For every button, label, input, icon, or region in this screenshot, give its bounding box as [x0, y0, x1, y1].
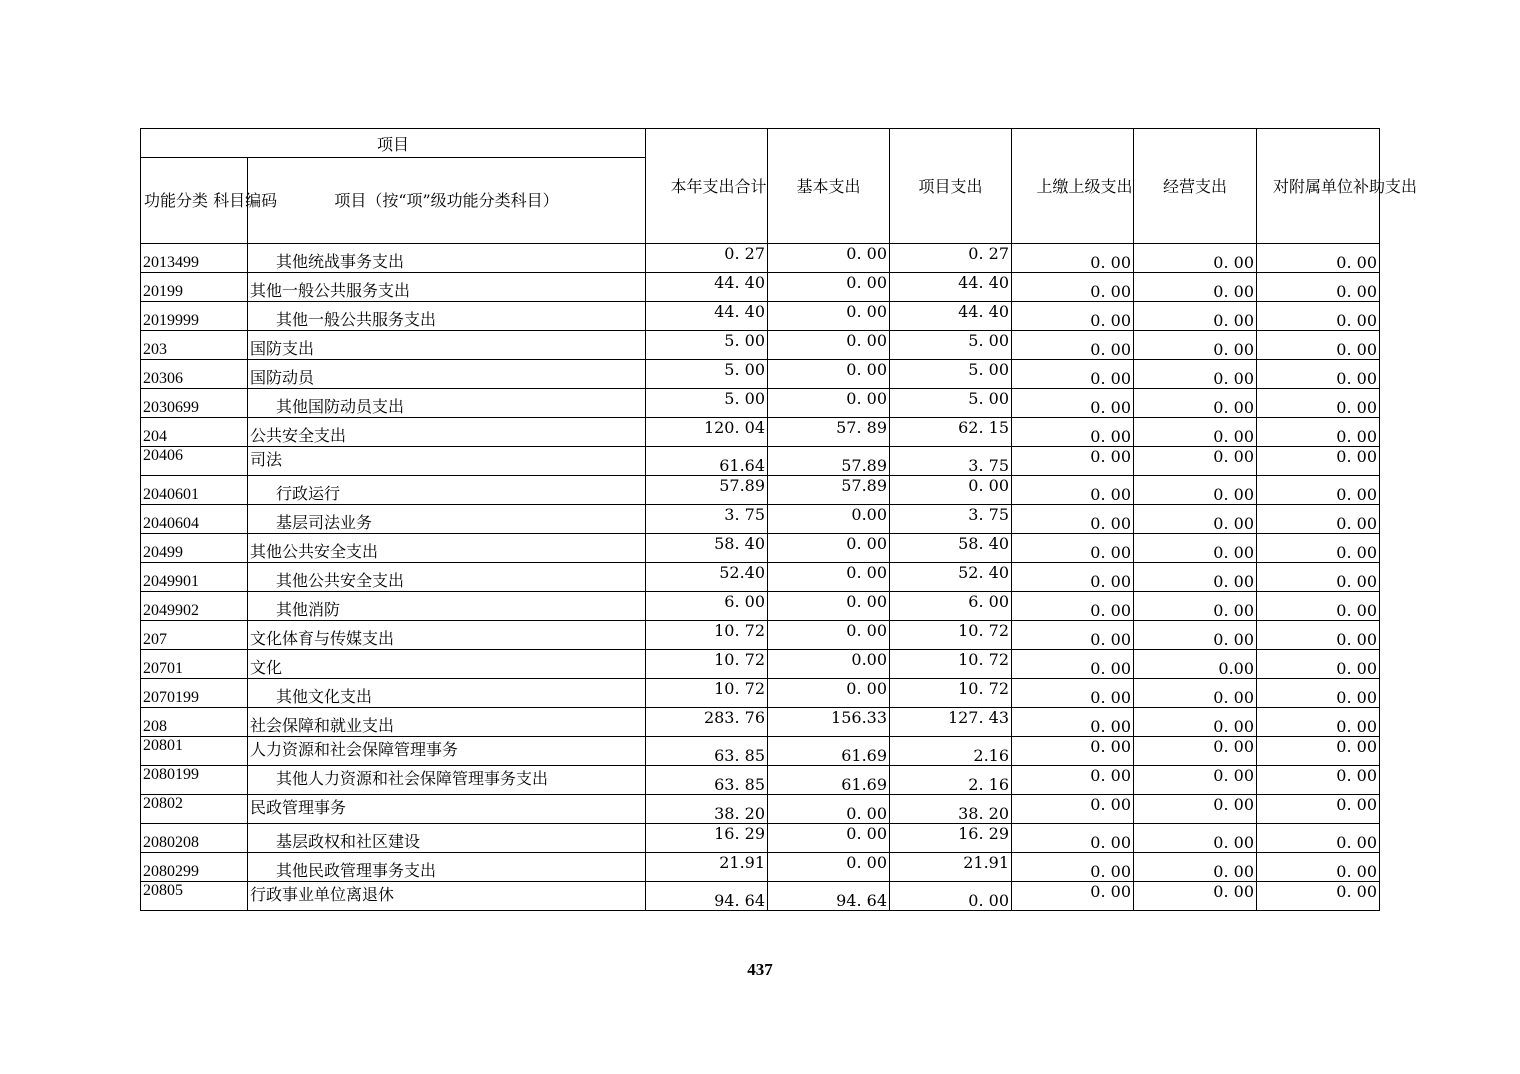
- cell-project: 0. 00: [890, 882, 1012, 911]
- cell-project: 10. 72: [890, 679, 1012, 708]
- table-row: [141, 244, 1380, 273]
- cell-subsidy: 0. 00: [1257, 650, 1380, 679]
- row-name: 其他民政管理事务支出: [248, 853, 646, 882]
- cell-total: 58. 40: [646, 534, 768, 563]
- row-code: 2049902: [141, 592, 248, 621]
- cell-total: 38. 20: [646, 795, 768, 824]
- cell-project: 3. 75: [890, 447, 1012, 476]
- header-basic: 基本支出: [768, 129, 890, 244]
- table-row: [141, 621, 1380, 650]
- cell-upper: 0. 00: [1012, 679, 1134, 708]
- row-code: 208: [141, 708, 248, 737]
- cell-basic: 0. 00: [768, 592, 890, 621]
- cell-project: 0. 00: [890, 476, 1012, 505]
- cell-upper: 0. 00: [1012, 331, 1134, 360]
- cell-basic: 0. 00: [768, 244, 890, 273]
- header-total-label: 本年支出合计: [670, 176, 767, 196]
- table-row: [141, 389, 1380, 418]
- cell-basic: 0. 00: [768, 360, 890, 389]
- cell-project: 44. 40: [890, 302, 1012, 331]
- cell-subsidy: 0. 00: [1257, 360, 1380, 389]
- cell-upper: 0. 00: [1012, 621, 1134, 650]
- row-code: 20406: [141, 447, 248, 476]
- cell-subsidy: 0. 00: [1257, 331, 1380, 360]
- table-row: [141, 505, 1380, 534]
- cell-upper: 0. 00: [1012, 360, 1134, 389]
- page-number: 437: [747, 960, 773, 979]
- cell-upper: 0. 00: [1012, 563, 1134, 592]
- row-name: 文化: [248, 650, 646, 679]
- cell-total: 10. 72: [646, 621, 768, 650]
- cell-subsidy: 0. 00: [1257, 737, 1380, 766]
- table-row: [141, 360, 1380, 389]
- row-code: 2019999: [141, 302, 248, 331]
- table-body: [141, 244, 1380, 911]
- cell-total: 10. 72: [646, 679, 768, 708]
- table-row: [141, 650, 1380, 679]
- cell-total: 10. 72: [646, 650, 768, 679]
- row-code: 20805: [141, 882, 248, 911]
- cell-operating: 0. 00: [1134, 824, 1257, 853]
- cell-project: 127. 43: [890, 708, 1012, 737]
- row-name: 人力资源和社会保障管理事务: [248, 737, 646, 766]
- cell-subsidy: 0. 00: [1257, 563, 1380, 592]
- cell-total: 52.40: [646, 563, 768, 592]
- cell-basic: 57.89: [768, 476, 890, 505]
- cell-total: 61.64: [646, 447, 768, 476]
- cell-basic: 0. 00: [768, 273, 890, 302]
- row-code: 204: [141, 418, 248, 447]
- header-project: 项目支出: [890, 129, 1012, 244]
- cell-basic: 0. 00: [768, 389, 890, 418]
- cell-subsidy: 0. 00: [1257, 244, 1380, 273]
- cell-upper: 0. 00: [1012, 795, 1134, 824]
- row-name: 社会保障和就业支出: [248, 708, 646, 737]
- cell-basic: 0. 00: [768, 795, 890, 824]
- cell-basic: 61.69: [768, 737, 890, 766]
- row-name: 国防支出: [248, 331, 646, 360]
- cell-project: 58. 40: [890, 534, 1012, 563]
- cell-operating: 0.00: [1134, 650, 1257, 679]
- cell-subsidy: 0. 00: [1257, 621, 1380, 650]
- cell-project: 21.91: [890, 853, 1012, 882]
- cell-project: 0. 27: [890, 244, 1012, 273]
- table-row: [141, 766, 1380, 795]
- row-name: 其他公共安全支出: [248, 534, 646, 563]
- cell-operating: 0. 00: [1134, 708, 1257, 737]
- table-row: [141, 302, 1380, 331]
- expenditure-table: [140, 128, 1418, 911]
- cell-total: 5. 00: [646, 360, 768, 389]
- row-code: 20499: [141, 534, 248, 563]
- row-code: 2049901: [141, 563, 248, 592]
- cell-upper: 0. 00: [1012, 302, 1134, 331]
- cell-total: 21.91: [646, 853, 768, 882]
- row-name: 国防动员: [248, 360, 646, 389]
- cell-subsidy: 0. 00: [1257, 795, 1380, 824]
- table-row: [141, 592, 1380, 621]
- header-group-item: 项目: [141, 129, 646, 158]
- cell-upper: 0. 00: [1012, 476, 1134, 505]
- cell-upper: 0. 00: [1012, 447, 1134, 476]
- cell-operating: 0. 00: [1134, 244, 1257, 273]
- cell-operating: 0. 00: [1134, 563, 1257, 592]
- cell-total: 0. 27: [646, 244, 768, 273]
- cell-basic: 0. 00: [768, 824, 890, 853]
- cell-operating: 0. 00: [1134, 853, 1257, 882]
- row-name: 其他一般公共服务支出: [248, 273, 646, 302]
- cell-total: 94. 64: [646, 882, 768, 911]
- cell-subsidy: 0. 00: [1257, 447, 1380, 476]
- header-subsidy-label: 对附属单位补助支出: [1273, 176, 1418, 196]
- header-name: 项目（按“项”级功能分类科目）: [248, 158, 646, 244]
- cell-basic: 0. 00: [768, 302, 890, 331]
- cell-operating: 0. 00: [1134, 534, 1257, 563]
- cell-subsidy: 0. 00: [1257, 679, 1380, 708]
- row-name: 司法: [248, 447, 646, 476]
- row-code: 2080299: [141, 853, 248, 882]
- cell-operating: 0. 00: [1134, 505, 1257, 534]
- row-name: 文化体育与传媒支出: [248, 621, 646, 650]
- cell-subsidy: 0. 00: [1257, 824, 1380, 853]
- table-row: [141, 737, 1380, 766]
- row-code: 20199: [141, 273, 248, 302]
- table-row: [141, 795, 1380, 824]
- cell-upper: 0. 00: [1012, 737, 1134, 766]
- cell-operating: 0. 00: [1134, 302, 1257, 331]
- table-row: [141, 708, 1380, 737]
- cell-operating: 0. 00: [1134, 795, 1257, 824]
- cell-subsidy: 0. 00: [1257, 418, 1380, 447]
- cell-total: 3. 75: [646, 505, 768, 534]
- cell-project: 10. 72: [890, 650, 1012, 679]
- cell-operating: 0. 00: [1134, 418, 1257, 447]
- cell-basic: 0. 00: [768, 534, 890, 563]
- cell-operating: 0. 00: [1134, 679, 1257, 708]
- table-row: [141, 273, 1380, 302]
- cell-subsidy: 0. 00: [1257, 853, 1380, 882]
- cell-operating: 0. 00: [1134, 360, 1257, 389]
- cell-project: 10. 72: [890, 621, 1012, 650]
- cell-operating: 0. 00: [1134, 389, 1257, 418]
- cell-subsidy: 0. 00: [1257, 389, 1380, 418]
- cell-operating: 0. 00: [1134, 621, 1257, 650]
- cell-upper: 0. 00: [1012, 418, 1134, 447]
- cell-basic: 0. 00: [768, 853, 890, 882]
- row-name: 公共安全支出: [248, 418, 646, 447]
- cell-basic: 61.69: [768, 766, 890, 795]
- cell-total: 5. 00: [646, 331, 768, 360]
- row-name: 行政事业单位离退休: [248, 882, 646, 911]
- row-code: 20801: [141, 737, 248, 766]
- row-code: 207: [141, 621, 248, 650]
- row-code: 20306: [141, 360, 248, 389]
- row-code: 203: [141, 331, 248, 360]
- table-row: [141, 563, 1380, 592]
- cell-basic: 57.89: [768, 447, 890, 476]
- row-code: 2030699: [141, 389, 248, 418]
- row-code: 2013499: [141, 244, 248, 273]
- row-name: 其他消防: [248, 592, 646, 621]
- cell-basic: 0.00: [768, 650, 890, 679]
- cell-upper: 0. 00: [1012, 766, 1134, 795]
- cell-project: 5. 00: [890, 389, 1012, 418]
- cell-total: 57.89: [646, 476, 768, 505]
- cell-operating: 0. 00: [1134, 766, 1257, 795]
- header-upper-label: 上缴上级支出: [1036, 176, 1133, 196]
- cell-total: 120. 04: [646, 418, 768, 447]
- table-row: [141, 882, 1380, 911]
- table-row: [141, 418, 1380, 447]
- cell-subsidy: 0. 00: [1257, 708, 1380, 737]
- header-code: [141, 158, 278, 244]
- cell-subsidy: 0. 00: [1257, 476, 1380, 505]
- cell-total: 44. 40: [646, 273, 768, 302]
- header-total: [646, 129, 768, 244]
- table-row: [141, 824, 1380, 853]
- cell-upper: 0. 00: [1012, 882, 1134, 911]
- cell-project: 16. 29: [890, 824, 1012, 853]
- cell-total: 63. 85: [646, 766, 768, 795]
- cell-subsidy: 0. 00: [1257, 534, 1380, 563]
- header-operating: 经营支出: [1134, 129, 1257, 244]
- cell-total: 44. 40: [646, 302, 768, 331]
- cell-basic: 94. 64: [768, 882, 890, 911]
- cell-total: 16. 29: [646, 824, 768, 853]
- cell-project: 2. 16: [890, 766, 1012, 795]
- cell-upper: 0. 00: [1012, 708, 1134, 737]
- cell-operating: 0. 00: [1134, 273, 1257, 302]
- cell-upper: 0. 00: [1012, 592, 1134, 621]
- cell-total: 283. 76: [646, 708, 768, 737]
- cell-total: 63. 85: [646, 737, 768, 766]
- cell-upper: 0. 00: [1012, 244, 1134, 273]
- row-name: 其他一般公共服务支出: [248, 302, 646, 331]
- cell-basic: 156.33: [768, 708, 890, 737]
- row-code: 20802: [141, 795, 248, 824]
- cell-operating: 0. 00: [1134, 882, 1257, 911]
- cell-upper: 0. 00: [1012, 824, 1134, 853]
- table-row: [141, 447, 1380, 476]
- row-name: 基层政权和社区建设: [248, 824, 646, 853]
- row-code: 20701: [141, 650, 248, 679]
- row-name: 基层司法业务: [248, 505, 646, 534]
- table-row: [141, 534, 1380, 563]
- cell-upper: 0. 00: [1012, 650, 1134, 679]
- cell-basic: 0. 00: [768, 331, 890, 360]
- row-name: 其他公共安全支出: [248, 563, 646, 592]
- cell-basic: 0. 00: [768, 563, 890, 592]
- cell-project: 44. 40: [890, 273, 1012, 302]
- cell-basic: 57. 89: [768, 418, 890, 447]
- cell-project: 2.16: [890, 737, 1012, 766]
- row-code: 2040604: [141, 505, 248, 534]
- cell-total: 5. 00: [646, 389, 768, 418]
- table-row: [141, 331, 1380, 360]
- row-name: 其他人力资源和社会保障管理事务支出: [248, 766, 646, 795]
- cell-basic: 0. 00: [768, 679, 890, 708]
- cell-basic: 0.00: [768, 505, 890, 534]
- cell-upper: 0. 00: [1012, 505, 1134, 534]
- cell-subsidy: 0. 00: [1257, 273, 1380, 302]
- cell-upper: 0. 00: [1012, 273, 1134, 302]
- row-code: 2080208: [141, 824, 248, 853]
- cell-upper: 0. 00: [1012, 389, 1134, 418]
- table-row: [141, 679, 1380, 708]
- cell-subsidy: 0. 00: [1257, 505, 1380, 534]
- row-code: 2040601: [141, 476, 248, 505]
- cell-subsidy: 0. 00: [1257, 882, 1380, 911]
- row-code: 2080199: [141, 766, 248, 795]
- header-subsidy: [1257, 129, 1418, 244]
- row-name: 其他统战事务支出: [248, 244, 646, 273]
- table-row: [141, 476, 1380, 505]
- cell-operating: 0. 00: [1134, 592, 1257, 621]
- header-code-label: 功能分类 科目编码: [144, 191, 278, 210]
- cell-subsidy: 0. 00: [1257, 302, 1380, 331]
- cell-basic: 0. 00: [768, 621, 890, 650]
- cell-project: 5. 00: [890, 360, 1012, 389]
- cell-project: 38. 20: [890, 795, 1012, 824]
- cell-operating: 0. 00: [1134, 737, 1257, 766]
- row-name: 民政管理事务: [248, 795, 646, 824]
- table-row: [141, 853, 1380, 882]
- cell-project: 52. 40: [890, 563, 1012, 592]
- cell-operating: 0. 00: [1134, 476, 1257, 505]
- cell-upper: 0. 00: [1012, 853, 1134, 882]
- row-code: 2070199: [141, 679, 248, 708]
- cell-project: 3. 75: [890, 505, 1012, 534]
- header-upper: [1012, 129, 1134, 244]
- cell-upper: 0. 00: [1012, 534, 1134, 563]
- cell-operating: 0. 00: [1134, 331, 1257, 360]
- cell-total: 6. 00: [646, 592, 768, 621]
- row-name: 其他文化支出: [248, 679, 646, 708]
- cell-project: 5. 00: [890, 331, 1012, 360]
- row-name: 其他国防动员支出: [248, 389, 646, 418]
- cell-operating: 0. 00: [1134, 447, 1257, 476]
- cell-project: 62. 15: [890, 418, 1012, 447]
- cell-project: 6. 00: [890, 592, 1012, 621]
- cell-subsidy: 0. 00: [1257, 766, 1380, 795]
- row-name: 行政运行: [248, 476, 646, 505]
- cell-subsidy: 0. 00: [1257, 592, 1380, 621]
